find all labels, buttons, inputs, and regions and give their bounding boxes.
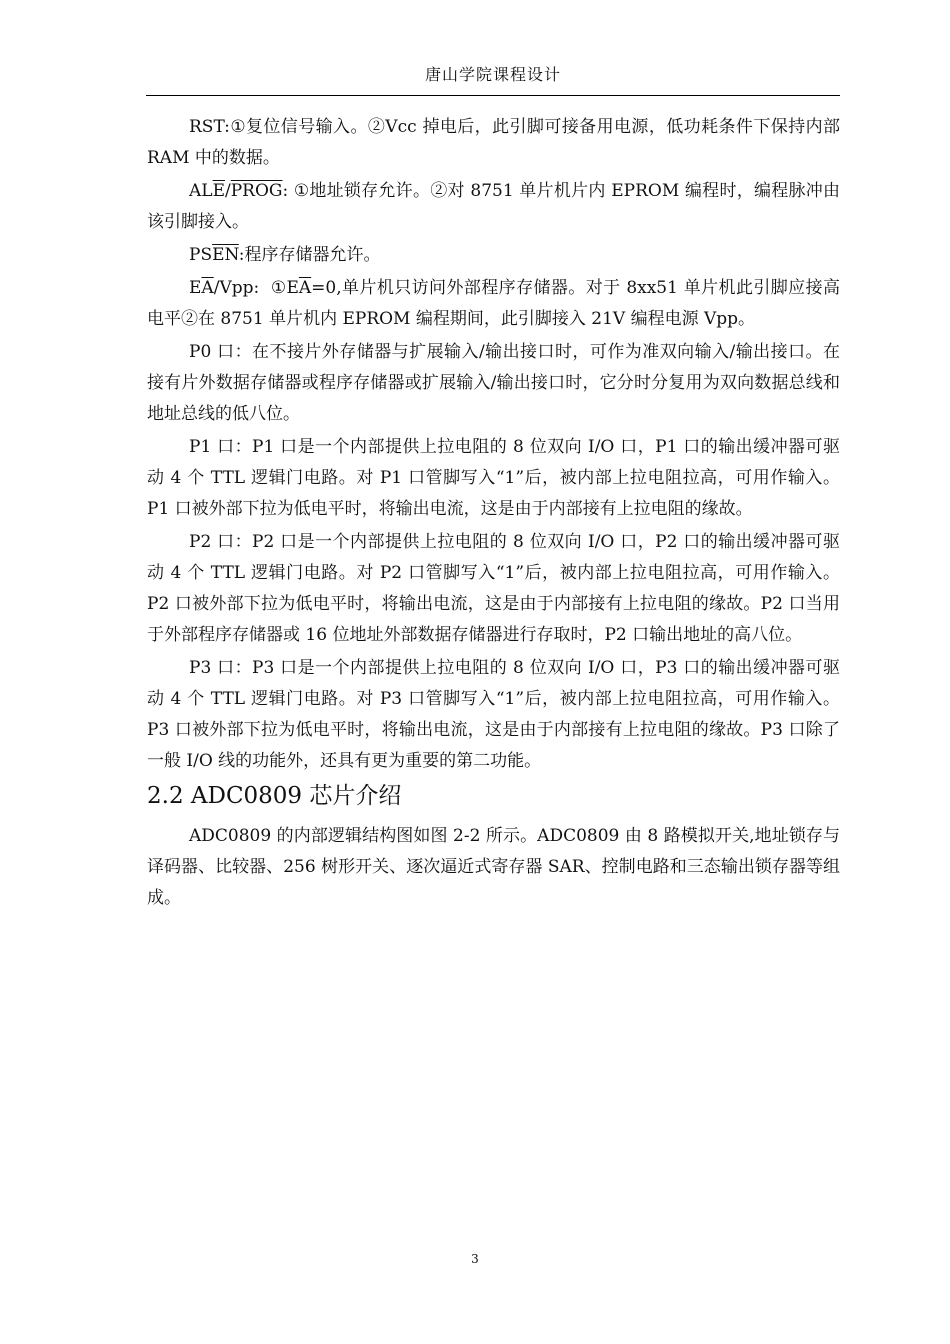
p0-paragraph: P0 口：在不接片外存储器与扩展输入/输出接口时，可作为准双向输入/输出接口。在接有片外数据存储器或程序存储器或扩展输入/输出接口时，它分时分复用为双向数据总线和地址总线的低八位。 — [147, 342, 840, 424]
header-divider — [146, 95, 840, 96]
ale-prog-paragraph — [147, 176, 840, 238]
section-heading: 2.2 ADC0809 芯片介绍 — [147, 783, 402, 809]
ale-label-overline-e: $\overline{E}$ — [212, 181, 225, 201]
ea-vpp-paragraph — [147, 273, 840, 335]
page-header-title: 唐山学院课程设计 — [424, 65, 561, 84]
rst-text: ①复位信号输入。②Vcc 掉电后，此引脚可接备用电源，低功耗条件下保持内部 RAM 中的数据。 — [147, 117, 840, 168]
ale-label-overline-prog: PROG — [230, 181, 283, 201]
psen-text: :程序存储器允许。 — [238, 245, 381, 265]
ea-text-part-1: ①E — [259, 278, 299, 298]
psen-paragraph — [147, 240, 840, 271]
p1-paragraph: P1 口：P1 口是一个内部提供上拉电阻的 8 位双向 I/O 口，P1 口的输出缓冲器可驱动 4 个 TTL 逻辑门电路。对 P1 口管脚写入“1”后，被内部上拉电阻拉高，可用作输入。P1 口被外部下拉为低电平时，将输出电流，这是由于内部接有上拉电阻的缘故。 — [147, 437, 840, 519]
adc-intro-paragraph: ADC0809 的内部逻辑结构图如图 2-2 所示。ADC0809 由 8 路模拟开关,地址锁存与译码器、比较器、256 树形开关、逐次逼近式寄存器 SAR、控制电路和三态输出锁存器等组成。 — [147, 826, 840, 908]
p3-paragraph: P3 口：P3 口是一个内部提供上拉电阻的 8 位双向 I/O 口，P3 口的输出缓冲器可驱动 4 个 TTL 逻辑门电路。对 P3 口管脚写入“1”后，被内部上拉电阻拉高，可用作输入。P3 口被外部下拉为低电平时，将输出电流，这是由于内部接有上拉电阻的缘故。P3 口除了一般 I/O 线的功能外，还具有更为重要的第二功能。 — [147, 658, 840, 771]
ale-label-prefix: AL — [189, 181, 213, 201]
ea-label-slash: / — [213, 278, 220, 298]
ea-label-prefix: E — [189, 278, 202, 298]
ale-text: : ①地址锁存允许。②对 8751 单片机片内 EPROM 编程时，编程脉冲由该引脚接入。 — [147, 181, 840, 232]
ea-label-suffix: Vpp: — [219, 278, 260, 298]
document-body — [147, 112, 840, 916]
rst-label: RST: — [189, 117, 230, 137]
ea-text-part-2: =0,单片机只访问外部程序存储器。对于 8xx51 单片机此引脚应接高电平②在 8751 单片机内 EPROM 编程期间，此引脚接入 21V 编程电源 Vpp。 — [147, 278, 840, 329]
page-number: 3 — [471, 1252, 479, 1266]
p2-paragraph: P2 口：P2 口是一个内部提供上拉电阻的 8 位双向 I/O 口，P2 口的输出缓冲器可驱动 4 个 TTL 逻辑门电路。对 P2 口管脚写入“1”后，被内部上拉电阻拉高，可用作输入。P2 口被外部下拉为低电平时，将输出电流，这是由于内部接有上拉电阻的缘故。P2 口当用于外部程序存储器或 16 位地址外部数据存储器进行存取时，P2 口输出地址的高八位。 — [147, 532, 840, 645]
ea-label-overline-a: $\overline{A}$ — [201, 278, 214, 298]
psen-label-prefix: PS — [189, 245, 213, 265]
ale-label-slash: / — [225, 181, 231, 201]
ea-text-overline-a: $\overline{A}$ — [298, 278, 312, 298]
rst-paragraph — [147, 112, 840, 174]
psen-label-overline: $\overline{EN}$ — [212, 245, 239, 265]
